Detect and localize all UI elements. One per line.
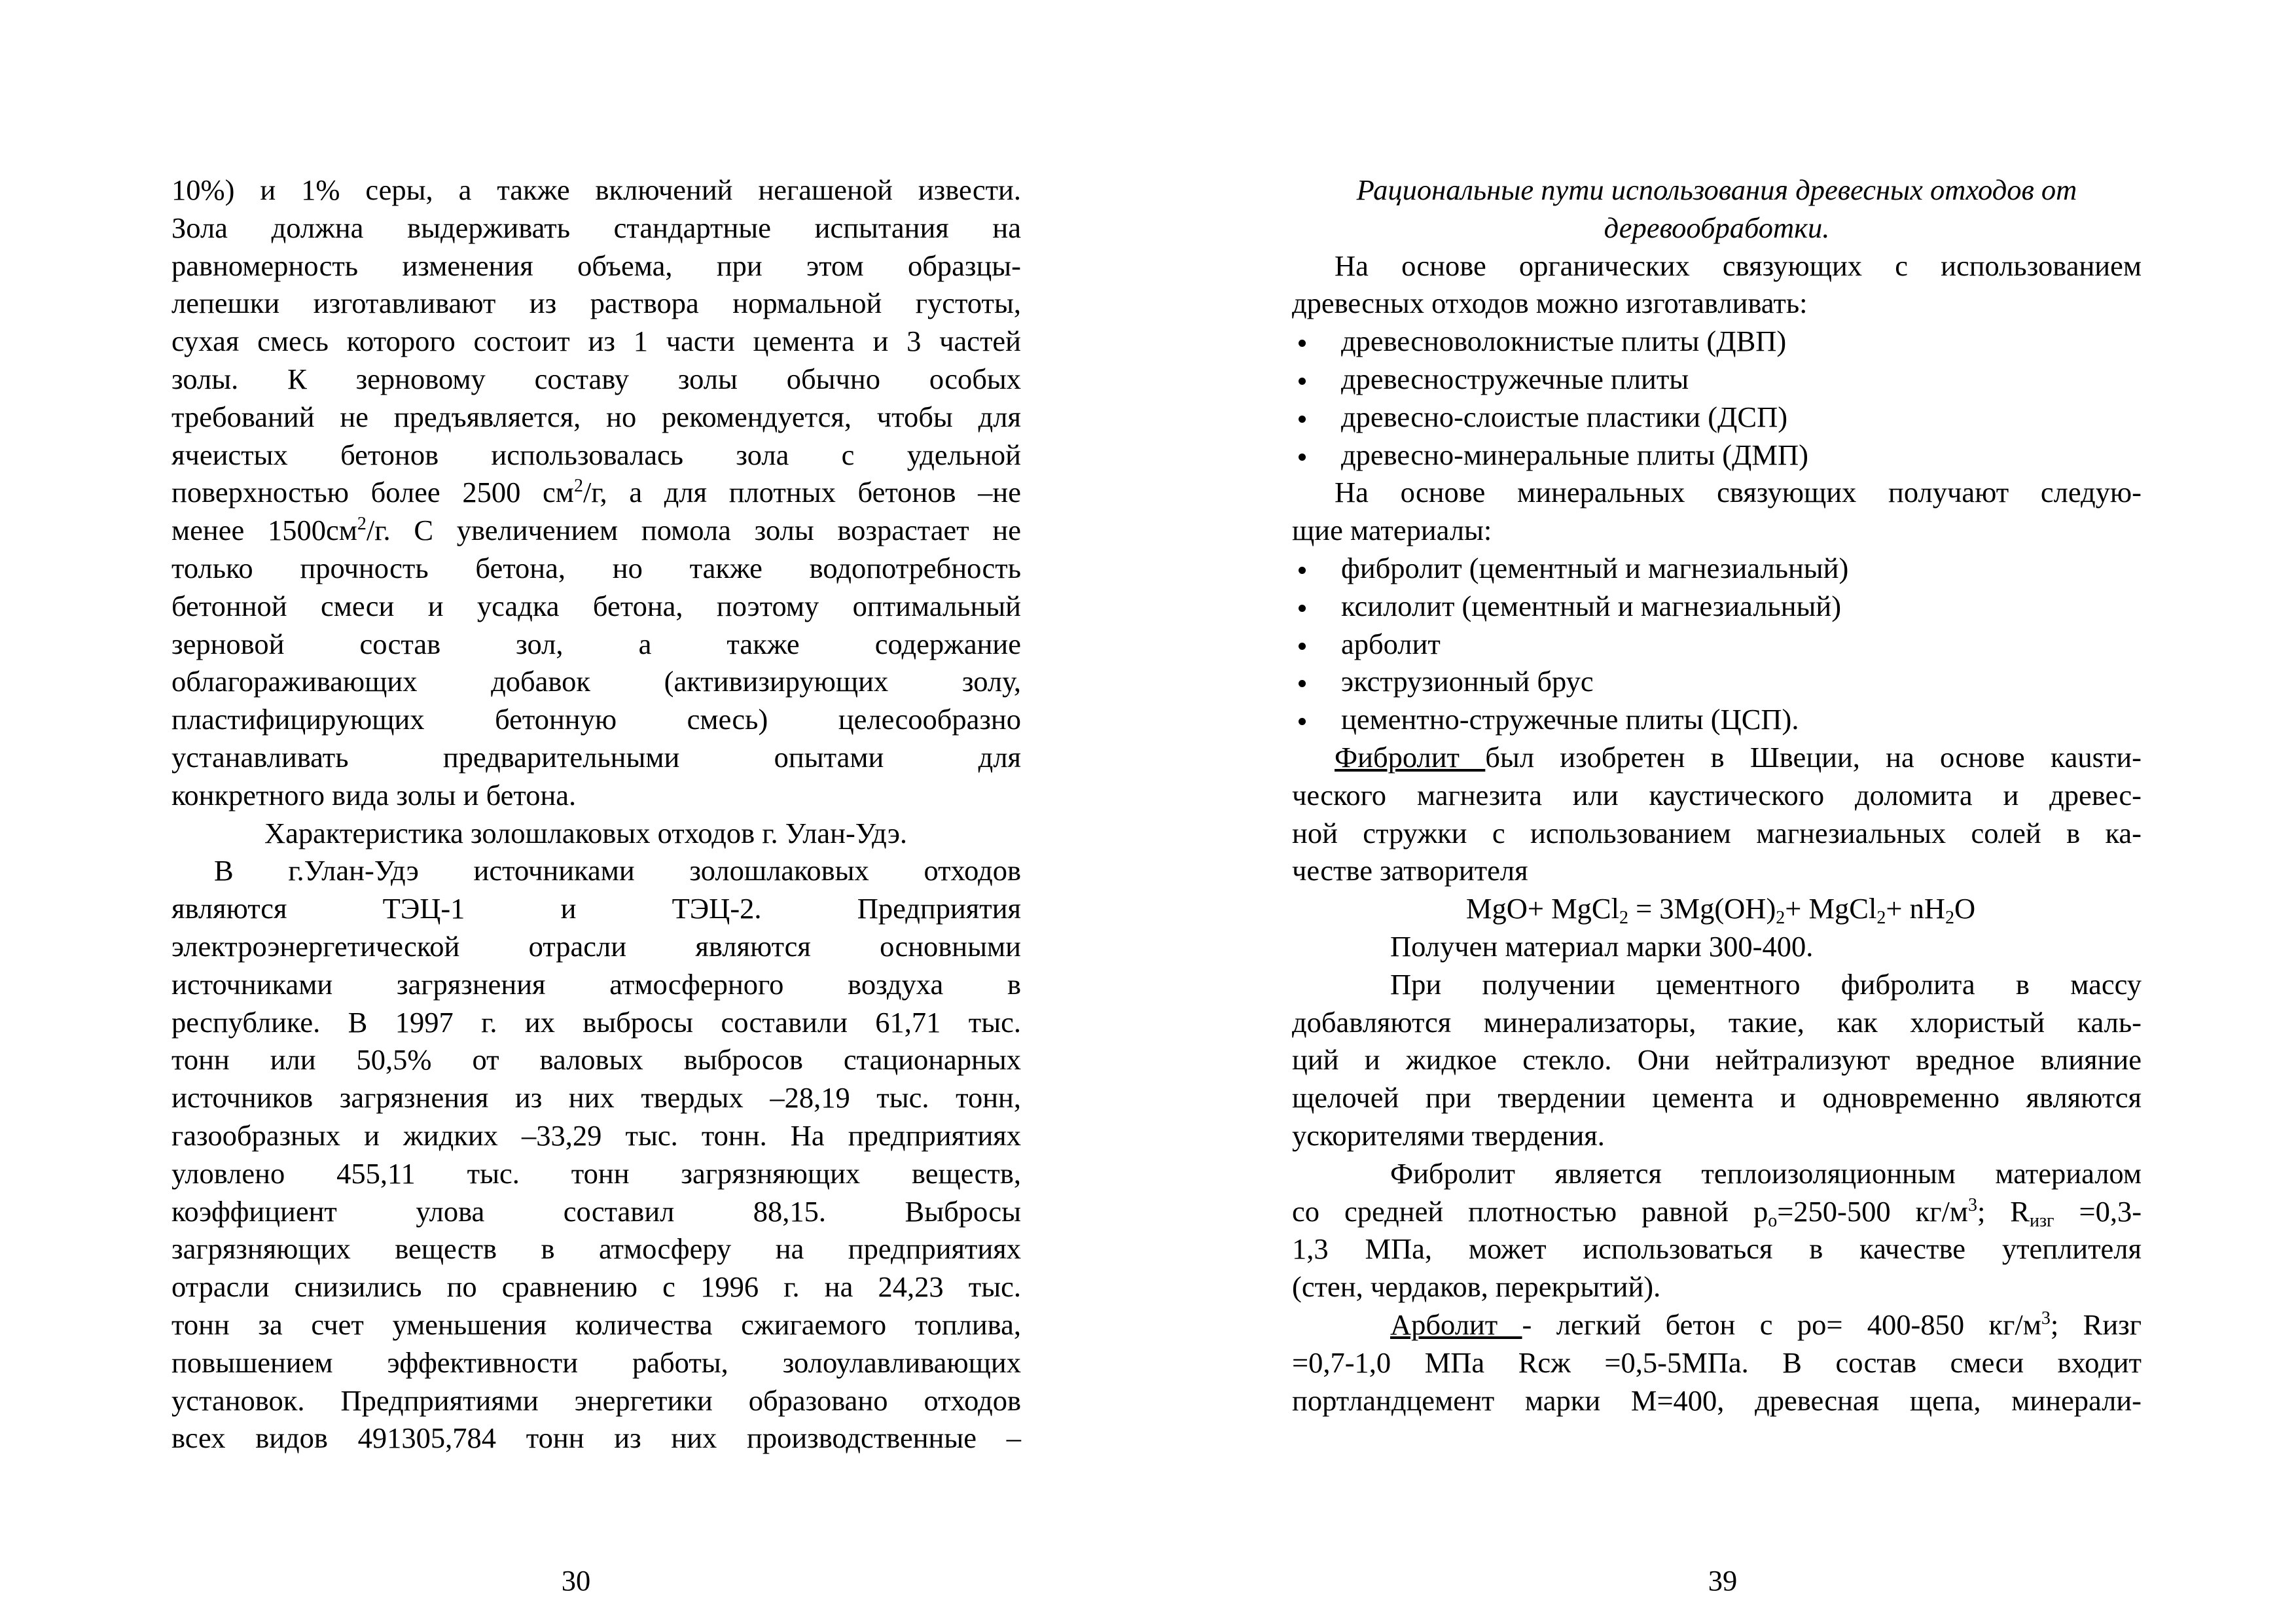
bullet-icon [1292,550,1341,588]
text-line-fibrolit: Фибролит был изобретен в Швеции, на основе кausти- [1335,740,2142,774]
list-item: древесно-слоистые пластики (ДСП) [1292,399,2142,437]
list-item: древесноволокнистые плиты (ДВП) [1292,323,2142,361]
text-line: При получении цементного фибролита в массу [1390,967,2142,1001]
list-item: ксилолит (цементный и магнезиальный) [1292,588,2142,626]
text-line: пластифицирующих бетонную смесь) целесообразно [171,703,1021,736]
text-line: (стен, чердаков, перекрытий). [1292,1270,1661,1304]
text-line: уловлено 455,11 тыс. тонн загрязняющих веществ, [171,1156,1021,1190]
bullet-icon [1292,323,1341,361]
text-line: лепешки изготавливают из раствора нормальной густоты, [171,287,1021,320]
text-line: На основе органических связующих с использованием [1335,249,2142,282]
text-line: портландцемент марки М=400, древесная щепа, минерали- [1292,1383,2142,1417]
right-page [1148,0,2296,1623]
text-line: коэффициент улова составил 88,15. Выбросы [171,1194,1021,1228]
bullet-icon [1292,399,1341,437]
text-line: щелочей при твердении цемента и одновременно являются [1292,1081,2142,1115]
text-line: сухая смесь которого состоит из 1 части цемента и 3 частей [171,325,1021,358]
text-line: =0,7-1,0 МПа Rсж =0,5-5МПа. В состав смеси входит [1292,1346,2142,1379]
text-line: 10%) и 1% серы, а также включений негашеной извести. [171,173,1021,206]
text-line: добавляются минерализаторы, такие, как хлористый каль- [1292,1005,2142,1039]
text-line: ускорителями твердения. [1292,1118,1605,1152]
text-line: отрасли снизились по сравнению с 1996 г. на 24,23 тыс. [171,1270,1021,1304]
page-number: 30 [561,1564,591,1597]
bullet-icon [1292,626,1341,664]
text-line: тонн или 50,5% от валовых выбросов стационарных [171,1043,1021,1077]
bullet-icon [1292,437,1341,474]
text-line: В г.Улан-Удэ источниками золошлаковых отходов [214,854,1021,887]
text-line: источников загрязнения из них твердых –28,19 тыс. тонн, [171,1081,1021,1115]
text-line: газообразных и жидких –33,29 тыс. тонн. На предприятиях [171,1118,1021,1152]
section-heading: Характеристика золошлаковых отходов г. Улан-Удэ. [264,816,908,849]
bullet-icon [1292,361,1341,399]
section-title: деревообработки. [1604,211,1830,244]
text-line: золы. К зерновому составу золы обычно особых [171,362,1021,395]
bullet-icon [1292,663,1341,701]
text-line: облагораживающих добавок (активизирующих золу, [171,665,1021,698]
text-line-density: со средней плотностью равной $р_о=250-500$ $кг/м^3$; $R_{изг} =0,3-$ [1292,1194,2142,1231]
list-item: древесно-минеральные плиты (ДМП) [1292,437,2142,474]
text-line-less: менее $1500см^2/г$. С увеличением помола золы возрастает не [171,514,1021,547]
text-line-surface: поверхностью более 2500 $см^2/г$, а для плотных бетонов –не [171,476,1021,509]
chemical-formula: MgO+ MgCl$_2$ = $3Mg(OH)_2+$ MgCl$_2$+ $nH_2O$ [1465,892,1976,929]
list-item: фибролит (цементный и магнезиальный) [1292,550,2142,588]
list-item: арболит [1292,626,2142,664]
text-line: загрязняющих веществ в атмосферу на предприятиях [171,1232,1021,1266]
text-line: всех видов 491305,784 тонн из них производственные – [171,1421,1021,1455]
text-line: республике. В 1997 г. их выбросы составили 61,71 тыс. [171,1005,1021,1039]
left-page-text [171,171,1021,1457]
term-fibrolit: Фибролит [1335,740,1486,774]
list-item: цементно-стружечные плиты (ЦСП). [1292,701,2142,739]
text-line: Фибролит является теплоизоляционным материалом [1390,1156,2142,1190]
text-line: электроэнергетической отрасли являются основными [171,929,1021,963]
text-line: повышением эффективности работы, золоулавливающих [171,1346,1021,1379]
text-line: равномерность изменения объема, при этом образцы- [171,249,1021,282]
text-line: ной стружки с использованием магнезиальных солей в ка- [1292,816,2142,849]
term-arbolit: Арболит [1390,1308,1522,1341]
bullet-icon [1292,588,1341,626]
list-item: экструзионный брус [1292,663,2142,701]
text-line: конкретного вида золы и бетона. [171,778,577,812]
text-line: ячеистых бетонов использовалась зола с удельной [171,438,1021,471]
text-line: 1,3 МПа, может использоваться в качестве утеплителя [1292,1232,2142,1266]
page-number: 39 [1708,1564,1738,1597]
text-line: требований не предъявляется, но рекомендуется, чтобы для [171,400,1021,433]
text-line: ческого магнезита или каустического доломита и древес- [1292,778,2142,812]
list-item: древесностружечные плиты [1292,361,2142,399]
text-line: Получен материал марки 300-400. [1390,929,1814,963]
text-line: древесных отходов можно изготавливать: [1292,287,1808,320]
bullet-icon [1292,701,1341,739]
text-line: установок. Предприятиями энергетики образовано отходов [171,1383,1021,1417]
text-line: устанавливать предварительными опытами для [171,740,1021,774]
text-line: На основе минеральных связующих получают следую- [1335,476,2142,509]
text-line: бетонной смеси и усадка бетона, поэтому оптимальный [171,589,1021,622]
text-line: источниками загрязнения атмосферного воздуха в [171,967,1021,1001]
text-line-arbolit: Арболит - легкий бетон с ро= 400-850 $кг/м^3$; Rизг [1390,1308,2142,1341]
text-line: тонн за счет уменьшения количества сжигаемого топлива, [171,1308,1021,1341]
section-title: Рациональные пути использования древесных отходов от [1356,173,2077,206]
text-line: являются ТЭЦ-1 и ТЭЦ-2. Предприятия [171,892,1021,925]
right-page-text [1292,171,2142,1419]
text-line: ций и жидкое стекло. Они нейтрализуют вредное влияние [1292,1043,2142,1077]
text-line: Зола должна выдерживать стандартные испытания на [171,211,1021,244]
text-line: только прочность бетона, но также водопотребность [171,551,1021,584]
text-line: зерновой состав зол, а также содержание [171,627,1021,660]
text-line: честве затворителя [1292,854,1528,887]
text-line: щие материалы: [1292,514,1492,547]
